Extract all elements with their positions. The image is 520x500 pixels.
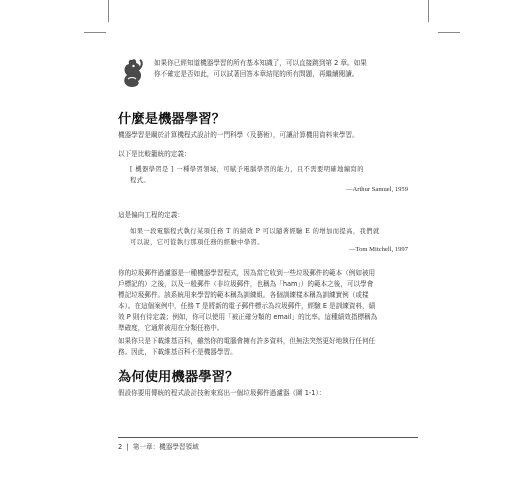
quote-line: 可以說，它可從執行那項任務的經驗中學習。 <box>130 239 264 246</box>
paragraph-line: 務。因此，下載維基百科不是機器學習。 <box>118 348 237 356</box>
section-heading: 什麼是機器學習？ <box>118 112 226 127</box>
block-quote <box>130 226 408 248</box>
body-paragraph <box>118 336 418 358</box>
quote-line: [ 機器學習是 ] 一種學習領域，可賦予電腦學習的能力，且不需要明確地編寫的 <box>130 166 364 173</box>
section-heading: 為何使用機器學習？ <box>118 370 239 385</box>
crop-mark <box>108 0 109 22</box>
quote-line: 如果一段電腦程式執行某項任務 T 的績效 P 可以隨著經驗 E 的增加而提高，我們就 <box>130 228 380 235</box>
paragraph-line: 本）。在這個案例中，任務 T 是將新的電子郵件標示為垃圾郵件，經驗 E 是訓練資料，績 <box>118 302 376 310</box>
paragraph-line: 你的垃圾郵件過濾器是一種機器學習程式，因為當它收到一些垃圾郵件的範本（例如被用 <box>118 269 376 277</box>
paragraph-line: 效 P 則有待定義；例如，你可以使用「被正確分類的 email」的比率。這種績效指標稱為 <box>118 313 378 321</box>
paragraph-line: 準確度，它通常被用在分類任務中。 <box>118 324 224 332</box>
tip-line: 如果你已經知道機器學習的所有基本知識了，可以直接跳到第 2 章。如果 <box>154 59 367 67</box>
body-paragraph <box>118 268 418 334</box>
crop-mark <box>84 32 106 33</box>
page-footer: 2 | 第一章：機器學習領域 <box>118 443 199 451</box>
footer-rule <box>118 437 418 438</box>
crop-mark <box>428 0 429 22</box>
quote-line: 程式。 <box>130 177 151 184</box>
quote-attribution: —Arthur Samuel, 1959 <box>345 186 408 193</box>
paragraph-line: 戶標記的）之後，以及一般郵件（非垃圾郵件，也稱為「ham」）的範本之後，可以學會 <box>118 280 374 288</box>
block-quote <box>130 164 408 186</box>
tip-line: 你不確定是否如此，可以試著回答本章結尾的所有問題，再繼續閱讀。 <box>154 70 359 78</box>
paragraph-line: 標記垃圾郵件。該系統用來學習的範本稱為訓練組。各個訓練樣本稱為訓練實例（或樣 <box>118 291 369 299</box>
definition-intro: 以下是比較籠統的定義： <box>118 150 191 158</box>
crop-mark <box>438 32 460 33</box>
quote-attribution: —Tom Mitchell, 1997 <box>348 246 408 253</box>
definition-intro: 這是偏向工程的定義： <box>118 211 184 219</box>
intro-paragraph: 假設你要用傳統的程式設計技術來寫出一個垃圾郵件過濾器（圖 1-1）： <box>118 389 326 397</box>
tip-note <box>154 58 444 80</box>
paragraph-line: 如果你只是下載維基百科，雖然你的電腦會擁有許多資料，但無法突然更好地執行任何任 <box>118 337 376 345</box>
squirrel-icon <box>118 57 144 89</box>
intro-paragraph: 機器學習是關於計算機程式設計的一門科學（及藝術），可讓計算機用資料來學習。 <box>118 131 359 139</box>
